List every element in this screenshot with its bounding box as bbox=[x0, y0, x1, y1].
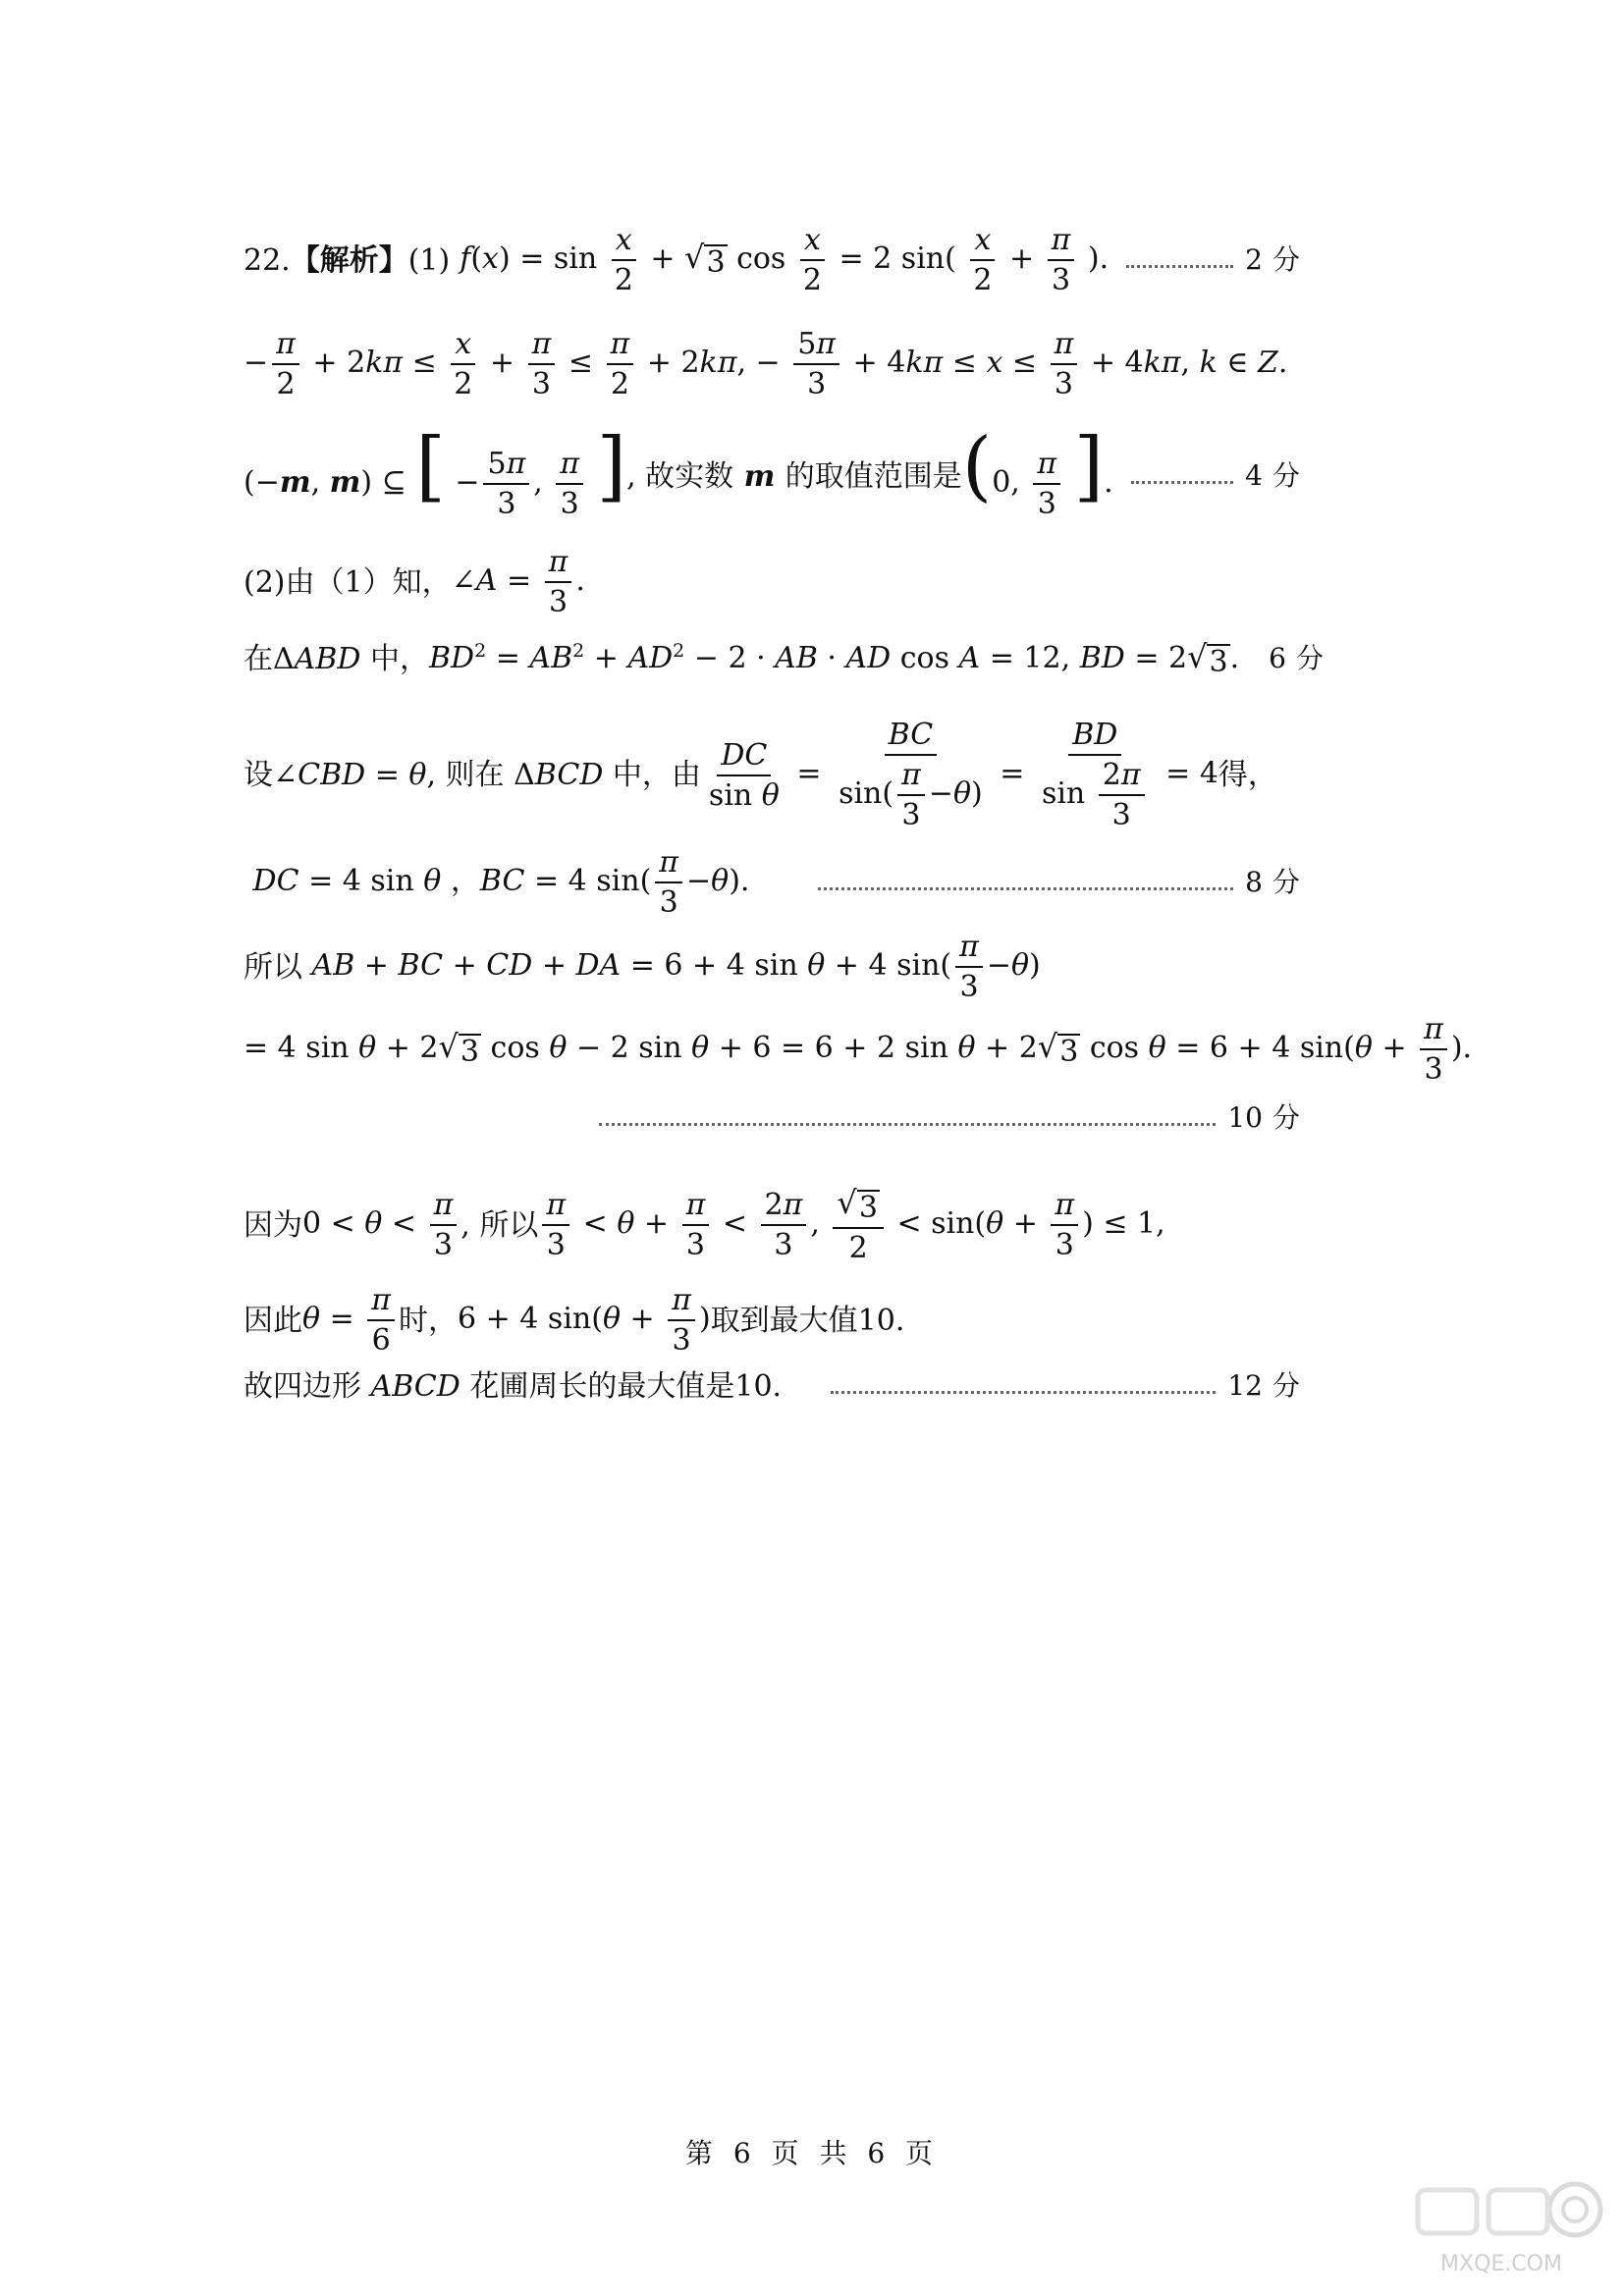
formula-inequality: − $\frac{\pi}{2}$ + 2kπ ≤ $\frac{x}{2}$ + $\frac{\pi}{3}$ ≤ $\frac{\pi}{2}$ + 2kπ, − $\frac{5\pi}{3}$ + 4kπ ≤ x ≤ $\frac{\pi}{3}$ + 4kπ, k ∈ Z. bbox=[244, 327, 1288, 401]
quadrilateral-abcd: ABCD bbox=[361, 1369, 470, 1404]
part2-label: (2) bbox=[244, 564, 286, 600]
watermark-logo bbox=[1398, 2178, 1604, 2276]
set-angle-text: 设 bbox=[244, 758, 273, 792]
score-leader-dots bbox=[599, 1123, 1216, 1126]
var-m: m bbox=[733, 458, 785, 494]
line-part2-angle bbox=[244, 546, 1300, 618]
score-label: 4 分 bbox=[1245, 458, 1300, 492]
line-law-of-sines bbox=[244, 719, 1300, 831]
watermark-mark-icon bbox=[1398, 2178, 1604, 2247]
score-label: 2 分 bbox=[1245, 242, 1300, 276]
line-range-m bbox=[244, 422, 1300, 521]
then-in-text: , 则在 bbox=[426, 758, 505, 792]
line-conclusion bbox=[244, 1370, 1300, 1403]
score-leader-dots bbox=[1131, 481, 1234, 484]
score-label: 10 分 bbox=[1227, 1101, 1300, 1134]
score-leader-dots bbox=[831, 1391, 1216, 1394]
watermark-text: MXQE.COM bbox=[1440, 2252, 1562, 2276]
formula-theta-value: θ = $\frac{\pi}{6}$ bbox=[302, 1284, 399, 1357]
formula-range: (0, $\frac{\pi}{3}$ ]. bbox=[961, 422, 1113, 521]
de-text: 得， bbox=[1218, 758, 1277, 792]
line-score-10 bbox=[244, 1103, 1300, 1134]
formula-f: f(x) = sin $\frac{x}{2}$ + √ 3 cos $\frac{x}{2}$ = 2 sin( $\frac{x}{2}$ + $\frac{\pi}{3}$ ). bbox=[460, 223, 1110, 297]
formula-max-expression: 6 + 4 sin(θ + $\frac{\pi}{3}$ ) bbox=[458, 1283, 711, 1358]
yinci-text: 因此 bbox=[244, 1303, 302, 1338]
conclusion-prefix: 故四边形 bbox=[244, 1369, 361, 1404]
line-inequality bbox=[244, 328, 1300, 400]
line-perimeter bbox=[244, 931, 1300, 1003]
line-max-condition bbox=[244, 1284, 1300, 1357]
score-label: 8 分 bbox=[1245, 865, 1300, 898]
in-triangle-text: 在 bbox=[244, 642, 273, 676]
formula-theta-range: 0 < θ < $\frac{\pi}{3}$ bbox=[302, 1189, 460, 1261]
yinwei-text: 因为 bbox=[244, 1207, 302, 1243]
formula-dc-bc: DC = 4 sin θ ，BC = 4 sin( $\frac{\pi}{3}$ −θ). bbox=[252, 845, 750, 920]
triangle-abd: ΔABD bbox=[273, 642, 361, 676]
part1-label: (1) bbox=[407, 242, 451, 278]
line-theta-range bbox=[244, 1186, 1300, 1264]
range-text: , 故实数 bbox=[626, 458, 734, 494]
formula-subset: (−m, m) ⊆ [ − $\frac{5\pi}{3}$ , $\frac{\pi}{3}$ ] bbox=[244, 422, 627, 521]
formula-angle-a: ∠A = $\frac{\pi}{3}$ . bbox=[451, 545, 585, 619]
zhong-text: 中， bbox=[369, 642, 429, 676]
formula-sine-law: $\frac{DC}{\text{sin θ}}$ = BC sin( $\frac{\pi}{3}$ −θ) = BD sin $\frac{2\pi}{3}$ = 4 bbox=[708, 718, 1218, 832]
formula-theta: ∠CBD = θ bbox=[273, 758, 427, 792]
formula-perimeter: AB + BC + CD + DA = 6 + 4 sin θ + 4 sin( $\frac{\pi}{3}$ −θ) bbox=[311, 930, 1041, 1004]
suoyi-text: 所以 bbox=[244, 949, 302, 985]
part2-intro: 由（1）知， bbox=[285, 564, 452, 600]
score-label: 12 分 bbox=[1227, 1369, 1300, 1403]
score-leader-dots bbox=[818, 887, 1233, 890]
conclusion-value: 10. bbox=[734, 1369, 783, 1404]
line-dc-bc bbox=[244, 846, 1300, 919]
line-law-of-cosines bbox=[244, 638, 1324, 679]
zhong-you-text: 中，由 bbox=[612, 758, 701, 792]
range-text-2: 的取值范围是 bbox=[785, 458, 962, 494]
line-simplify bbox=[244, 1012, 1473, 1087]
formula-bounds: $\frac{\pi}{3}$ < θ + $\frac{\pi}{3}$ < $\frac{2\pi}{3}$ , √ 3 2 < sin(θ + $\frac{\pi}{3}$ ) ≤ 1, bbox=[538, 1186, 1164, 1264]
line-f-definition bbox=[244, 224, 1300, 296]
formula-cosine-law: $BD^2 = AB^2 + AD^2 - 2$ · AB · AD cos A = 12, BD = 2 √ 3 . bbox=[428, 638, 1240, 679]
qudao-text: 取到最大值 bbox=[710, 1303, 858, 1338]
triangle-bcd: ΔBCD bbox=[504, 758, 604, 792]
shi-text: 时， bbox=[399, 1303, 458, 1338]
problem-number: 22. bbox=[244, 242, 291, 278]
score-label: 6 分 bbox=[1269, 642, 1324, 675]
page-footer: 第 6 页 共 6 页 bbox=[684, 2137, 940, 2169]
analysis-tag: 【解析】 bbox=[290, 242, 408, 278]
suoyi2-text: , 所以 bbox=[460, 1207, 539, 1243]
conclusion-mid: 花圃周长的最大值是 bbox=[469, 1369, 735, 1404]
formula-simplify: = 4 sin θ + 2 √ 3 cos θ − 2 sin θ + 6 = 6 + 2 sin θ + 2 √ 3 cos θ = 6 + 4 sin(θ + $\frac{\pi}{3}$ ). bbox=[244, 1012, 1473, 1087]
score-leader-dots bbox=[1126, 265, 1233, 268]
max-value: 10. bbox=[857, 1303, 905, 1338]
